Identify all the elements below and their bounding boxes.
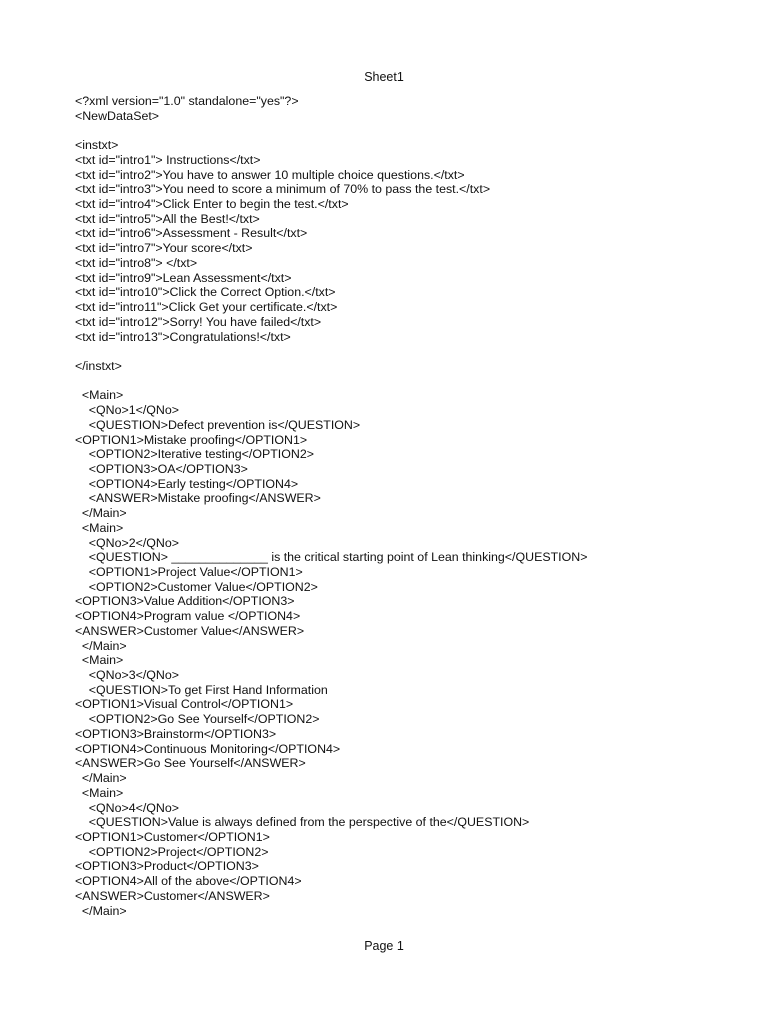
text-line: <Main> <box>75 520 124 535</box>
text-line: </Main> <box>75 506 127 521</box>
document-body <box>75 94 735 918</box>
text-line: <OPTION2>Customer Value</OPTION2> <box>75 579 318 594</box>
sheet-title: Sheet1 <box>364 70 404 84</box>
text-line: <OPTION1>Customer</OPTION1> <box>75 829 270 844</box>
text-line: <ANSWER>Mistake proofing</ANSWER> <box>75 491 321 506</box>
text-line: <ANSWER>Customer</ANSWER> <box>75 888 270 903</box>
text-line: <OPTION4>Program value </OPTION4> <box>75 609 301 624</box>
text-line: <QUESTION>Defect prevention is</QUESTION> <box>75 417 361 432</box>
text-line: <txt id="intro10">Click the Correct Option.</txt> <box>75 285 336 300</box>
text-line: <OPTION3>Value Addition</OPTION3> <box>75 594 295 609</box>
text-line: <OPTION2>Project</OPTION2> <box>75 844 269 859</box>
text-line: <QNo>3</QNo> <box>75 668 180 683</box>
text-line: <txt id="intro9">Lean Assessment</txt> <box>75 270 292 285</box>
text-line: <txt id="intro6">Assessment - Result</txt> <box>75 226 308 241</box>
text-line: <Main> <box>75 785 124 800</box>
text-line: <QUESTION>To get First Hand Information <box>75 682 328 697</box>
text-line: </Main> <box>75 638 127 653</box>
text-line: <QNo>1</QNo> <box>75 403 180 418</box>
text-line: <QUESTION>Value is always defined from the perspective of the</QUESTION> <box>75 815 530 830</box>
text-line: <OPTION3>Product</OPTION3> <box>75 859 259 874</box>
text-line: <Main> <box>75 653 124 668</box>
text-line: <OPTION3>OA</OPTION3> <box>75 461 248 476</box>
text-line: <OPTION4>Continuous Monitoring</OPTION4> <box>75 741 341 756</box>
text-line: <txt id="intro2">You have to answer 10 multiple choice questions.</txt> <box>75 167 465 182</box>
text-line: <OPTION1>Project Value</OPTION1> <box>75 565 303 579</box>
text-line: <OPTION3>Brainstorm</OPTION3> <box>75 726 277 741</box>
text-line: <txt id="intro5">All the Best!</txt> <box>75 211 260 226</box>
text-line: <OPTION1>Mistake proofing</OPTION1> <box>75 432 308 447</box>
text-line <box>75 374 735 389</box>
text-line <box>75 123 735 138</box>
text-line: <QUESTION> ______________ is the critical starting point of Lean thinking</QUESTION> <box>75 550 588 565</box>
text-line: <txt id="intro13">Congratulations!</txt> <box>75 329 291 344</box>
text-line: <QNo>4</QNo> <box>75 800 180 815</box>
text-line: <ANSWER>Go See Yourself</ANSWER> <box>75 756 306 771</box>
text-line: <txt id="intro3">You need to score a minimum of 70% to pass the test.</txt> <box>75 182 491 197</box>
page-number: Page 1 <box>364 939 404 953</box>
text-line: <txt id="intro1"> Instructions</txt> <box>75 152 261 167</box>
text-line: <txt id="intro11">Click Get your certificate.</txt> <box>75 300 338 315</box>
text-line: <ANSWER>Customer Value</ANSWER> <box>75 623 305 638</box>
text-line: <OPTION2>Iterative testing</OPTION2> <box>75 447 314 462</box>
text-line: <NewDataSet> <box>75 108 160 123</box>
text-line: <txt id="intro7">Your score</txt> <box>75 241 253 256</box>
text-line <box>75 344 735 359</box>
text-line: <OPTION2>Go See Yourself</OPTION2> <box>75 712 320 727</box>
text-line: <?xml version="1.0" standalone="yes"?> <box>75 94 299 108</box>
text-line: <txt id="intro4">Click Enter to begin the test.</txt> <box>75 197 349 212</box>
text-line: <QNo>2</QNo> <box>75 535 180 550</box>
text-line: </Main> <box>75 903 127 918</box>
text-line: </instxt> <box>75 358 122 373</box>
text-line: <txt id="intro8"> </txt> <box>75 255 198 270</box>
text-line: <OPTION4>Early testing</OPTION4> <box>75 476 299 491</box>
text-line: <OPTION4>All of the above</OPTION4> <box>75 874 302 889</box>
text-line: <txt id="intro12">Sorry! You have failed</txt> <box>75 314 322 329</box>
text-line: </Main> <box>75 771 127 786</box>
text-line: <instxt> <box>75 138 119 153</box>
text-line: <OPTION1>Visual Control</OPTION1> <box>75 697 294 712</box>
text-line: <Main> <box>75 388 124 403</box>
